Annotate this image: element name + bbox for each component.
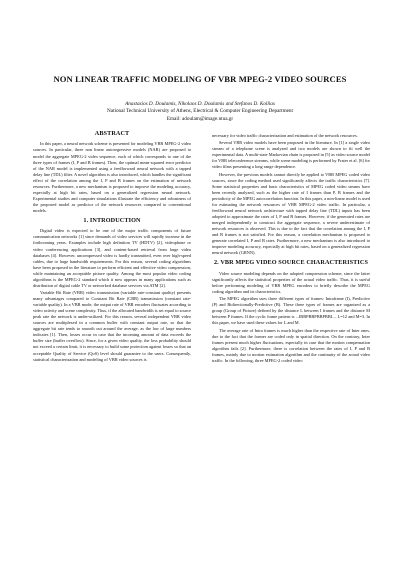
section2-heading: 2. VBR MPEG VIDEO SOURCE CHARACTERISTICS (213, 259, 369, 267)
section2-paragraph: The MPEG algorithm uses three different types of frames: Intraframe (I), Predictive (P) and Bidirectionally-Predictive (B). These three types of frames are organized as a group (Group of Picture) defined by the distance L between I frames and the distance M between P frames. If the cyclic frame pattern is ...IBBPBBPBBPBBI..., L=12 and M=3. In this paper, we have used these values for L and M. (212, 296, 370, 326)
intro-paragraph: Digital video is expected to be one of the major traffic components of future communication networks [1] since demands of video services will rapidly increase in the forthcoming years. Examples include high definition TV (HDTV) [2], videophone or video conferencing applications [3], and content-based retrieval from large video databases [4]. However, uncompressed video is hardly transmitted, even over high-speed cables, due to large bandwidth requirements. For this reason, several coding algorithms have been proposed in the literature to perform efficient and effective video compression, while maintaining an acceptable picture quality. Among the most popular video coding algorithms is the MPEG-2 standard which it now appears in many applications such as distribution of digital cable TV or networked database services via ATM [2]. (33, 228, 191, 288)
abstract-paragraph: In this paper, a neural network scheme is presented for modeling VBR MPEG-2 video sources. In particular, three non linear autoregressive models (NAR) are proposed to model the aggregate MPEG-2 video sequence, each of which corresponds to one of the three types of frames (I, P and B frames). Then, the optimal mean-squared error predictor of the NAR model is implemented using a feedforward neural network with a tapped delay line (TDL) filter. A novel algorithm is also introduced, which handles the significant effect of the correlation among the I, P and B frames on the estimation of network resources. Furthermore, a new mechanism is proposed to improve the modeling accuracy, especially at high bit rates, based on a generalized regression neural network. Experimental studies and computer simulations illustrate the efficiency and robustness of the proposed model as predictor of the network resources compared to conventional models. (33, 141, 191, 213)
left-column (33, 130, 191, 364)
email: Email: adoulam@image.ntua.gr (166, 115, 234, 122)
section2-paragraph: The average rate of Intra frames is much higher than the respective rate of Inter ones, due to the fact that the former are coded only in spatial direction. On the contrary, Inter frames present much higher fluctuations, especially in case that the motion compensation algorithm fails [2]. Furthermore, there is correlation between the rates of I, P and B frames, mainly due to motion estimation algorithm and the continuity of the actual video traffic. In the following, three MPEG-2 coded video (212, 327, 370, 363)
author-names: Anastasios D. Doulamis, Nikolaos D. Doulamis and Stefanos D. Kollias (125, 101, 275, 107)
paper-title: NON LINEAR TRAFFIC MODELING OF VBR MPEG-2 VIDEO SOURCES (53, 74, 347, 84)
body-paragraph: However, the previous models cannot directly be applied to VBR MPEG coded video sources, since the coding method used significantly affects the traffic characteristics [7]. Some statistical properties and basic characteristics of MPEG coded video steams have been recently analyzed, such as the higher rate of I frames than P, B frames and the periodicity of the MPEG autocorrelation function. In this paper, a non-linear model is used for estimating the network resources of VBR MPEG-2 video traffic. In particular, a feedforward neural network architecture with tapped delay line (TDL) inputs has been adopted to approximate the rates of I, P and B frames. However, if the generated rates are merged independently to construct the aggregate sequence, a severe underestimate of network resources is observed. This is due to the fact that the correlation among the I, P and B frames is not satisfied. For this reason, a correlation mechanism is proposed to generate correlated I, P and B rates. Furthermore, a new mechanism is also introduced to improve modeling accuracy, especially at high bit rates, based on a generalized regression neural network (GRNN). (212, 171, 370, 256)
author-block (40, 101, 360, 123)
intro-paragraph: Variable Bit Rate (VBR) video transmission (variable rate-constant quality) presents many advantages compared to Constant Bit Rate (CBR) transmission (constant rate-variable quality). In a VBR mode, the output rate of VBR encoders fluctuates according to video activity and scene complexity. Thus, if the allocated bandwidth is set equal to source peak rate the network is under-utilized. For this reason, several independent VBR video sources are multiplexed in a common buffer with constant output rate, so that the aggregate bit rate tends to smooth out around the average, as the law of large numbers indicates [1]. Then, losses occur in case that the incoming amount of data exceeds the buffer size (buffer overflow). Since, for a given video quality, the loss probability should not exceed a certain limit, it is necessary to build some protection against losses so that an acceptable Quality of Service (QoS) level should guarantee to the users. Consequently, statistical characterization and modeling of VBR video sources is (33, 290, 191, 362)
body-paragraph: necessary for video traffic characterization and estimation of the network resources. (212, 133, 358, 138)
section2-paragraph: Video source modeling depends on the adopted compression scheme, since the latter significantly affects the statistical properties of the actual video traffic. Thus, it is useful before performing modeling of VBR MPEG encoders to briefly describe the MPEG coding algorithm and its characteristics. (212, 270, 370, 294)
body-paragraph: Several VBR video models have been proposed in the literature. In [1] a single video stream of a telephone scene is analyzed and two models are shown to fit well the experimental data. A multi-state Markovian chain is proposed in [5] as video source model for VBR teleconference streams, while scene modeling is performed by Frater et al. [6] for video films presenting a long range dependence. (212, 140, 370, 170)
right-column (212, 133, 370, 365)
abstract-heading: ABSTRACT (94, 130, 130, 137)
affiliation: National Technical University of Athens, Electrical & Computer Engineering Department (107, 108, 293, 115)
intro-heading: 1. INTRODUCTION (83, 216, 141, 224)
